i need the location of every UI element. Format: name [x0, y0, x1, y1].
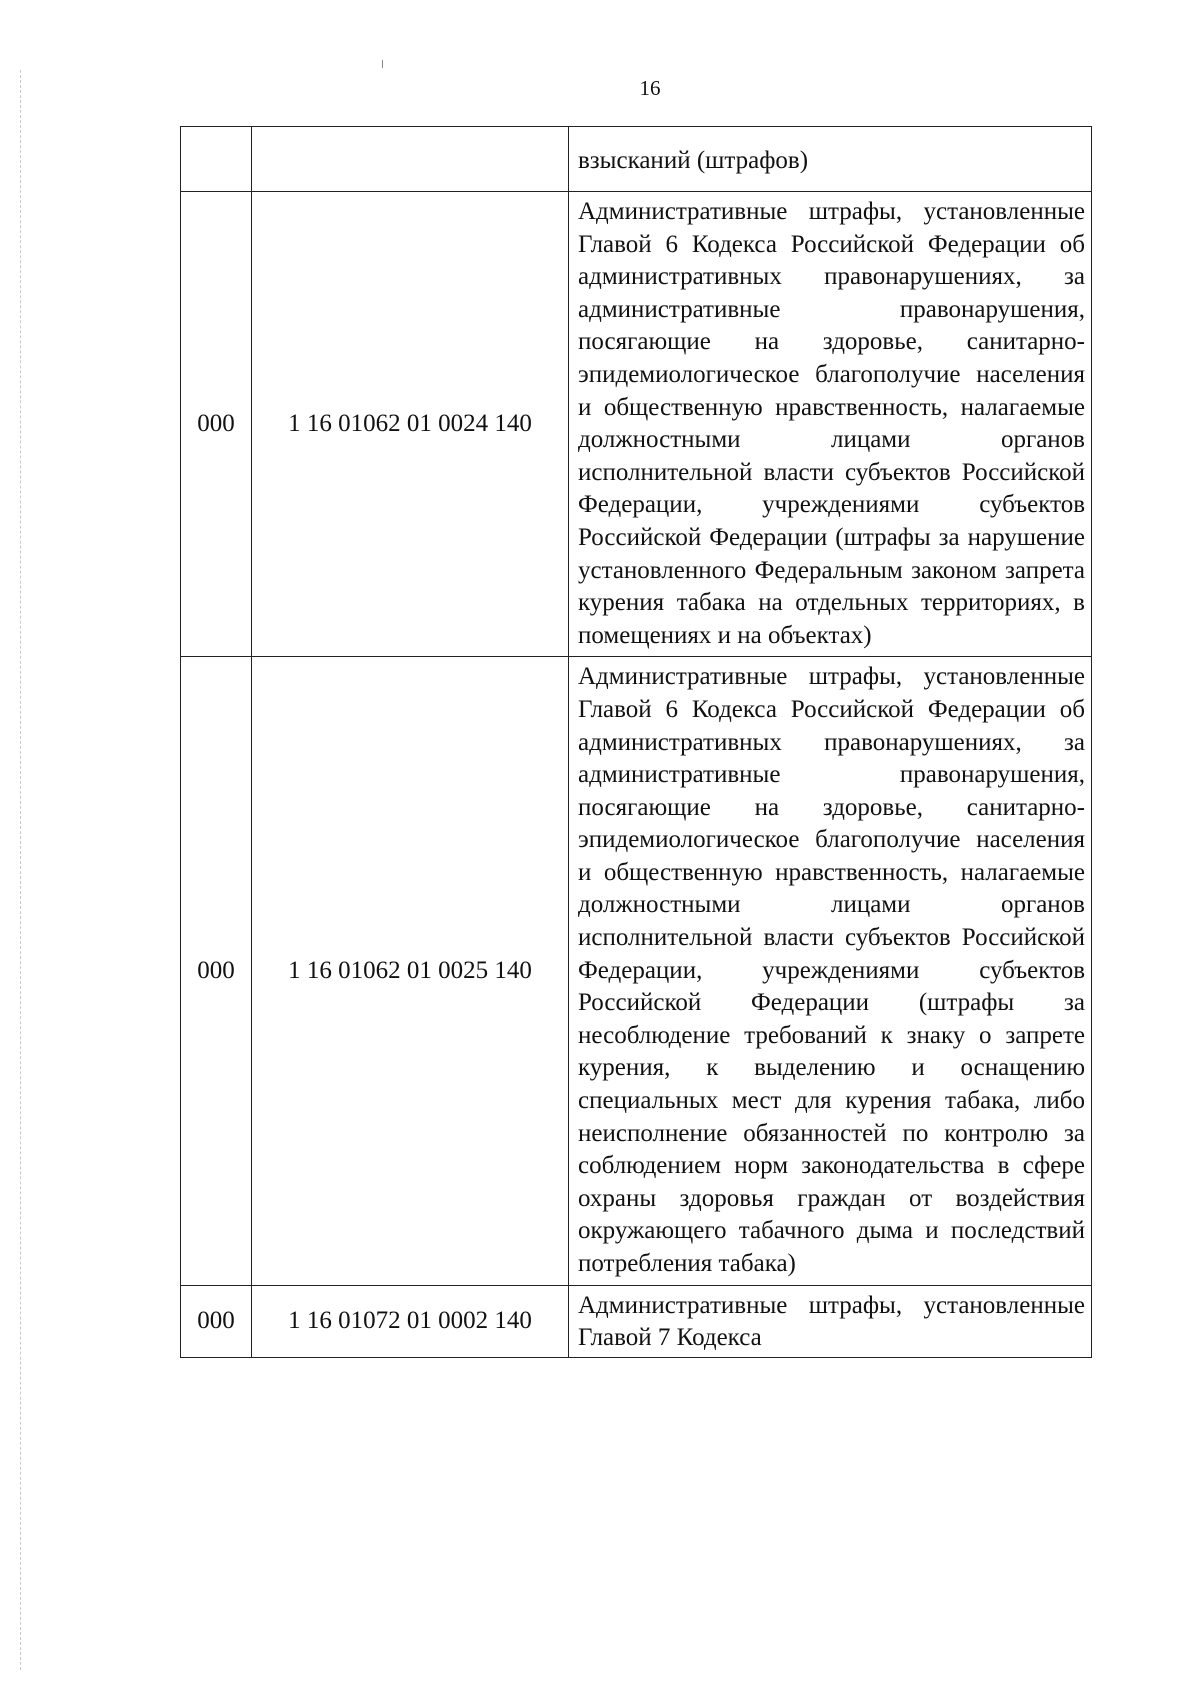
table-row — [181, 127, 1092, 192]
table-row — [181, 1285, 1092, 1357]
kbk-code-cell: 1 16 01062 01 0024 140 — [252, 192, 569, 657]
scan-edge — [20, 70, 22, 1670]
page-number: 16 — [639, 76, 661, 100]
revenue-name-cell: взысканий (штрафов) — [569, 127, 1092, 192]
revenue-name-cell: Административные штрафы, установленные Главой 6 Кодекса Российской Федерации об административных правонарушениях, за административные правонарушения, посягающие на здоровье, санитарно-эпидемиологическое благополучие населения и общественную нравственность, налагаемые должностными лицами органов исполнительной власти субъектов Российской Федерации, учреждениями субъектов Российской Федерации (штрафы за нарушение установленного Федеральным законом запрета курения табака на отдельных территориях, в помещениях и на объектах) — [569, 192, 1092, 657]
table-row — [181, 192, 1092, 657]
revenue-name-cell: Административные штрафы, установленные Главой 7 Кодекса — [569, 1285, 1092, 1357]
admin-code-cell: 000 — [181, 192, 252, 657]
budget-codes-table — [180, 126, 1092, 1358]
admin-code-cell: 000 — [181, 1285, 252, 1357]
admin-code-cell: 000 — [181, 657, 252, 1285]
admin-code-cell — [181, 127, 252, 192]
kbk-code-cell: 1 16 01062 01 0025 140 — [252, 657, 569, 1285]
kbk-code-cell — [252, 127, 569, 192]
table-row — [181, 657, 1092, 1285]
revenue-name-cell: Административные штрафы, установленные Главой 6 Кодекса Российской Федерации об административных правонарушениях, за административные правонарушения, посягающие на здоровье, санитарно-эпидемиологическое благополучие населения и общественную нравственность, налагаемые должностными лицами органов исполнительной власти субъектов Российской Федерации, учреждениями субъектов Российской Федерации (штрафы за несоблюдение требований к знаку о запрете курения, к выделению и оснащению специальных мест для курения табака, либо неисполнение обязанностей по контролю за соблюдением норм законодательства в сфере охраны здоровья граждан от воздействия окружающего табачного дыма и последствий потребления табака) — [569, 657, 1092, 1285]
kbk-code-cell: 1 16 01072 01 0002 140 — [252, 1285, 569, 1357]
scan-mark — [382, 60, 383, 68]
